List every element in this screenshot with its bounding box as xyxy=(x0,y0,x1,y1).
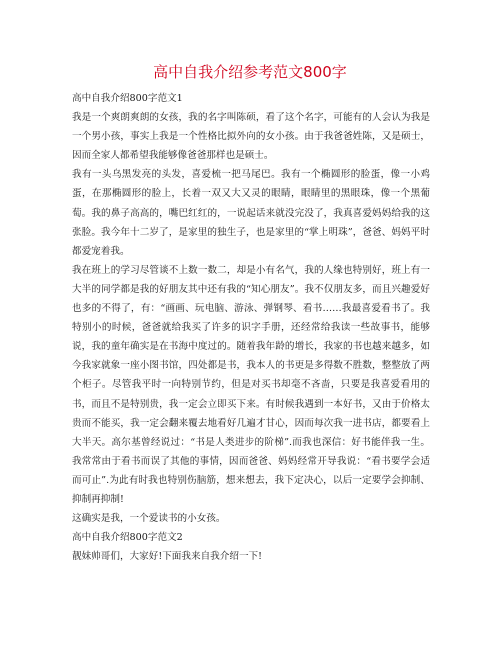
section-heading: 高中自我介绍800字范文2 xyxy=(72,532,183,544)
document-title: 高中自我介绍参考范文800字 xyxy=(153,63,347,81)
document-body xyxy=(72,89,430,566)
body-paragraph: 我是一个爽朗爽朗的女孩，我的名字叫陈硕，看了这个名字，可能有的人会认为我是一个男小孩，事实上我是一个性格比拟外向的女小孩。由于我爸爸姓陈，又是硕士，因而全家人都希望我能够像爸爸那样也是硕士。 xyxy=(72,112,430,162)
body-paragraph: 我有一头乌黑发亮的头发，喜爱梳一把马尾巴。我有一个椭圆形的脸蛋，像一小鸡蛋，在那椭圆形的脸上，长着一双又大又灵的眼睛，眼睛里的黑眼珠，像一个黑葡萄。我的鼻子高高的，嘴巴红红的，一说起话来就没完没了，我真喜爱妈妈给我的这张脸。我今年十二岁了，是家里的独生子，也是家里的“掌上明珠”，爸爸、妈妈平时都爱宠着我。 xyxy=(72,169,430,257)
body-paragraph: 靓妹帅哥们，大家好!下面我来自我介绍一下! xyxy=(72,551,262,563)
section-heading: 高中自我介绍800字范文1 xyxy=(72,93,183,104)
body-paragraph: 我在班上的学习尽管谈不上数一数二，却是小有名气，我的人缘也特别好，班上有一大半的同学都是我的好朋友其中还有我的“知心朋友”。我不仅朋友多，而且兴趣爱好也多的不得了，有：“画画、玩电脑、游泳、弹钢琴、看书……我最喜爱看书了。我特别小的时候，爸爸就给我买了许多的识字手册，还经常给我读一些故事书，能够说，我的童年确实是在书海中度过的。随着我年龄的增长，我家的书也越来越多，如今我家就象一座小图书馆，四处都是书，我本人的书更是多得数不胜数，整整放了两个柜子。尽管我平时一向特别节约，但是对买书却毫不吝啬，只要是我喜爱看用的书，而且不是特别贵，我一定会立即买下来。有时候我遇到一本好书，又由于价格太贵而不能买，我一定会翻来覆去地看好几遍才甘心，因而每次我一进书店，都要看上大半天。高尔基曾经说过：“书是人类进步的阶梯”.而我也深信：好书能伴我一生。我常常由于看书而误了其他的事情，因而爸爸、妈妈经常开导我说：“看书要学会适而可止”.为此有时我也特别伤脑筋，想来想去，我下定决心，以后一定要学会抑制、抑制再抑制! xyxy=(72,264,430,505)
body-paragraph: 这确实是我，一个爱读书的小女孩。 xyxy=(72,513,226,525)
